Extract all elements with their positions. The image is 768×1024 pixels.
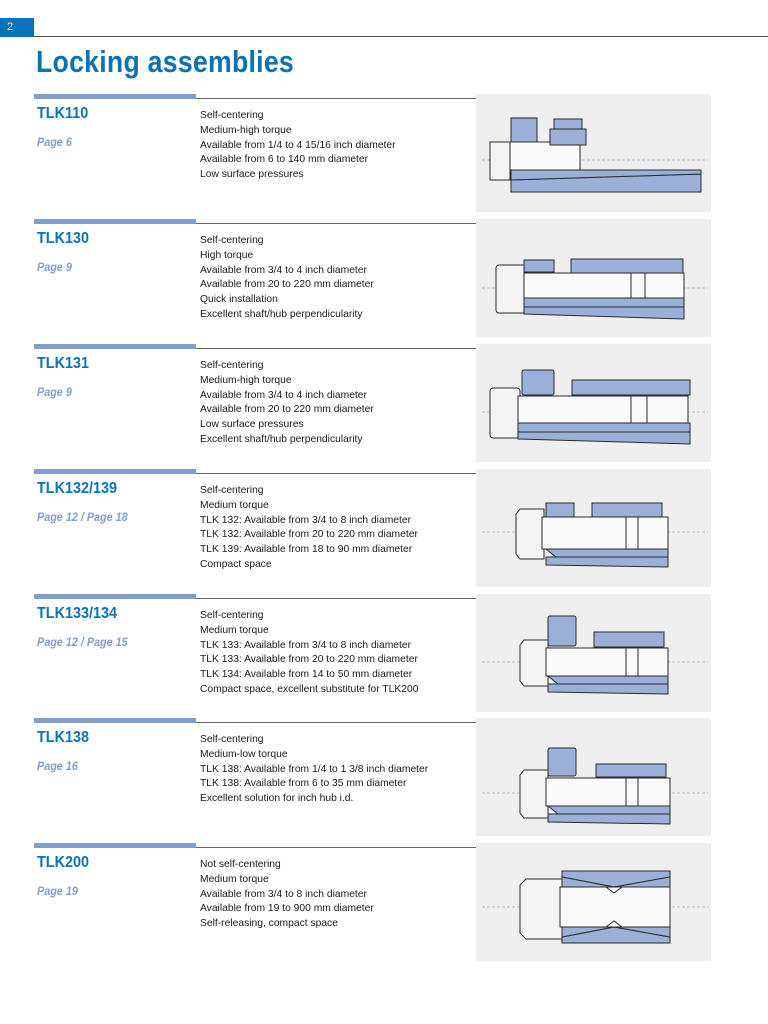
tlk133-134-cross-section-icon <box>476 594 711 712</box>
feature-item: Excellent solution for inch hub i.d. <box>200 793 354 805</box>
product-name: TLK133/134 <box>37 605 118 622</box>
feature-item: TLK 138: Available from 6 to 35 mm diameter <box>200 778 407 790</box>
feature-item: Not self-centering <box>200 859 281 870</box>
product-section-tlk130 <box>0 219 768 344</box>
feature-item: Compact space, excellent substitute for TLK200 <box>200 683 419 695</box>
feature-item: Medium torque <box>200 873 269 885</box>
section-bar <box>34 718 196 723</box>
product-name: TLK110 <box>37 105 89 122</box>
feature-item: Low surface pressures <box>200 419 304 431</box>
tlk132-139-cross-section-icon <box>476 469 711 587</box>
feature-item: Available from 3/4 to 8 inch diameter <box>200 888 367 900</box>
feature-list <box>200 234 374 323</box>
feature-item: Compact space <box>200 558 272 570</box>
feature-item: High torque <box>200 249 254 261</box>
feature-item: Self-centering <box>200 235 264 246</box>
page-reference[interactable]: Page 6 <box>37 135 72 149</box>
tlk200-cross-section-icon <box>476 843 711 961</box>
product-section-tlk138 <box>0 718 768 843</box>
feature-item: Self-centering <box>200 110 264 121</box>
feature-item: Medium-low torque <box>200 748 288 760</box>
feature-item: Low surface pressures <box>200 169 304 181</box>
page-reference[interactable]: Page 12 / Page 18 <box>37 510 128 524</box>
product-section-tlk200 <box>0 843 768 968</box>
header-rule <box>34 36 768 37</box>
feature-item: Medium torque <box>200 499 269 511</box>
feature-item: TLK 134: Available from 14 to 50 mm diameter <box>200 669 413 681</box>
feature-item: TLK 139: Available from 18 to 90 mm diameter <box>200 544 413 556</box>
feature-item: Self-centering <box>200 360 264 371</box>
page-title: Locking assemblies <box>36 44 295 79</box>
tlk138-cross-section-icon <box>476 718 711 836</box>
feature-item: Available from 20 to 220 mm diameter <box>200 279 374 291</box>
feature-item: Medium-high torque <box>200 124 292 136</box>
feature-list <box>200 359 374 448</box>
section-bar <box>34 469 196 474</box>
product-section-tlk110 <box>0 94 768 219</box>
feature-item: TLK 133: Available from 3/4 to 8 inch diameter <box>200 639 412 651</box>
feature-list <box>200 609 418 698</box>
feature-item: TLK 132: Available from 20 to 220 mm diameter <box>200 529 418 541</box>
feature-item: TLK 132: Available from 3/4 to 8 inch diameter <box>200 514 412 526</box>
feature-item: TLK 138: Available from 1/4 to 1 3/8 inch diameter <box>200 763 429 775</box>
page-number: 2 <box>0 18 34 37</box>
section-bar <box>34 219 196 224</box>
feature-item: Self-releasing, compact space <box>200 918 338 930</box>
tlk130-cross-section-icon <box>476 219 711 337</box>
feature-item: Quick installation <box>200 294 278 306</box>
product-name: TLK131 <box>37 355 90 372</box>
feature-item: Available from 6 to 140 mm diameter <box>200 154 369 166</box>
feature-item: Available from 1/4 to 4 15/16 inch diameter <box>200 139 396 151</box>
feature-list <box>200 109 396 183</box>
product-name: TLK132/139 <box>37 480 118 497</box>
product-name: TLK200 <box>37 854 90 871</box>
page-reference[interactable]: Page 12 / Page 15 <box>37 635 128 649</box>
product-name: TLK138 <box>37 729 90 746</box>
section-bar <box>34 94 196 99</box>
product-section-tlk133-134 <box>0 594 768 719</box>
product-section-tlk131 <box>0 344 768 469</box>
feature-item: Available from 20 to 220 mm diameter <box>200 404 374 416</box>
feature-item: Self-centering <box>200 734 264 745</box>
page-reference[interactable]: Page 16 <box>37 759 78 773</box>
feature-item: Medium torque <box>200 624 269 636</box>
feature-item: Self-centering <box>200 610 264 621</box>
feature-item: Available from 3/4 to 4 inch diameter <box>200 389 367 401</box>
product-section-tlk132-139 <box>0 469 768 594</box>
tlk110-cross-section-icon <box>476 94 711 212</box>
page-reference[interactable]: Page 9 <box>37 260 72 274</box>
feature-item: Excellent shaft/hub perpendicularity <box>200 308 363 320</box>
feature-item: Available from 19 to 900 mm diameter <box>200 903 374 915</box>
feature-item: Available from 3/4 to 4 inch diameter <box>200 264 367 276</box>
section-bar <box>34 594 196 599</box>
feature-list <box>200 484 418 573</box>
feature-item: Self-centering <box>200 485 264 496</box>
section-bar <box>34 843 196 848</box>
page-reference[interactable]: Page 19 <box>37 884 78 898</box>
feature-item: TLK 133: Available from 20 to 220 mm diameter <box>200 654 418 666</box>
section-bar <box>34 344 196 349</box>
tlk131-cross-section-icon <box>476 344 711 462</box>
feature-list <box>200 858 374 932</box>
page-reference[interactable]: Page 9 <box>37 385 72 399</box>
feature-item: Excellent shaft/hub perpendicularity <box>200 433 363 445</box>
feature-item: Medium-high torque <box>200 374 292 386</box>
feature-list <box>200 733 428 807</box>
product-name: TLK130 <box>37 230 90 247</box>
